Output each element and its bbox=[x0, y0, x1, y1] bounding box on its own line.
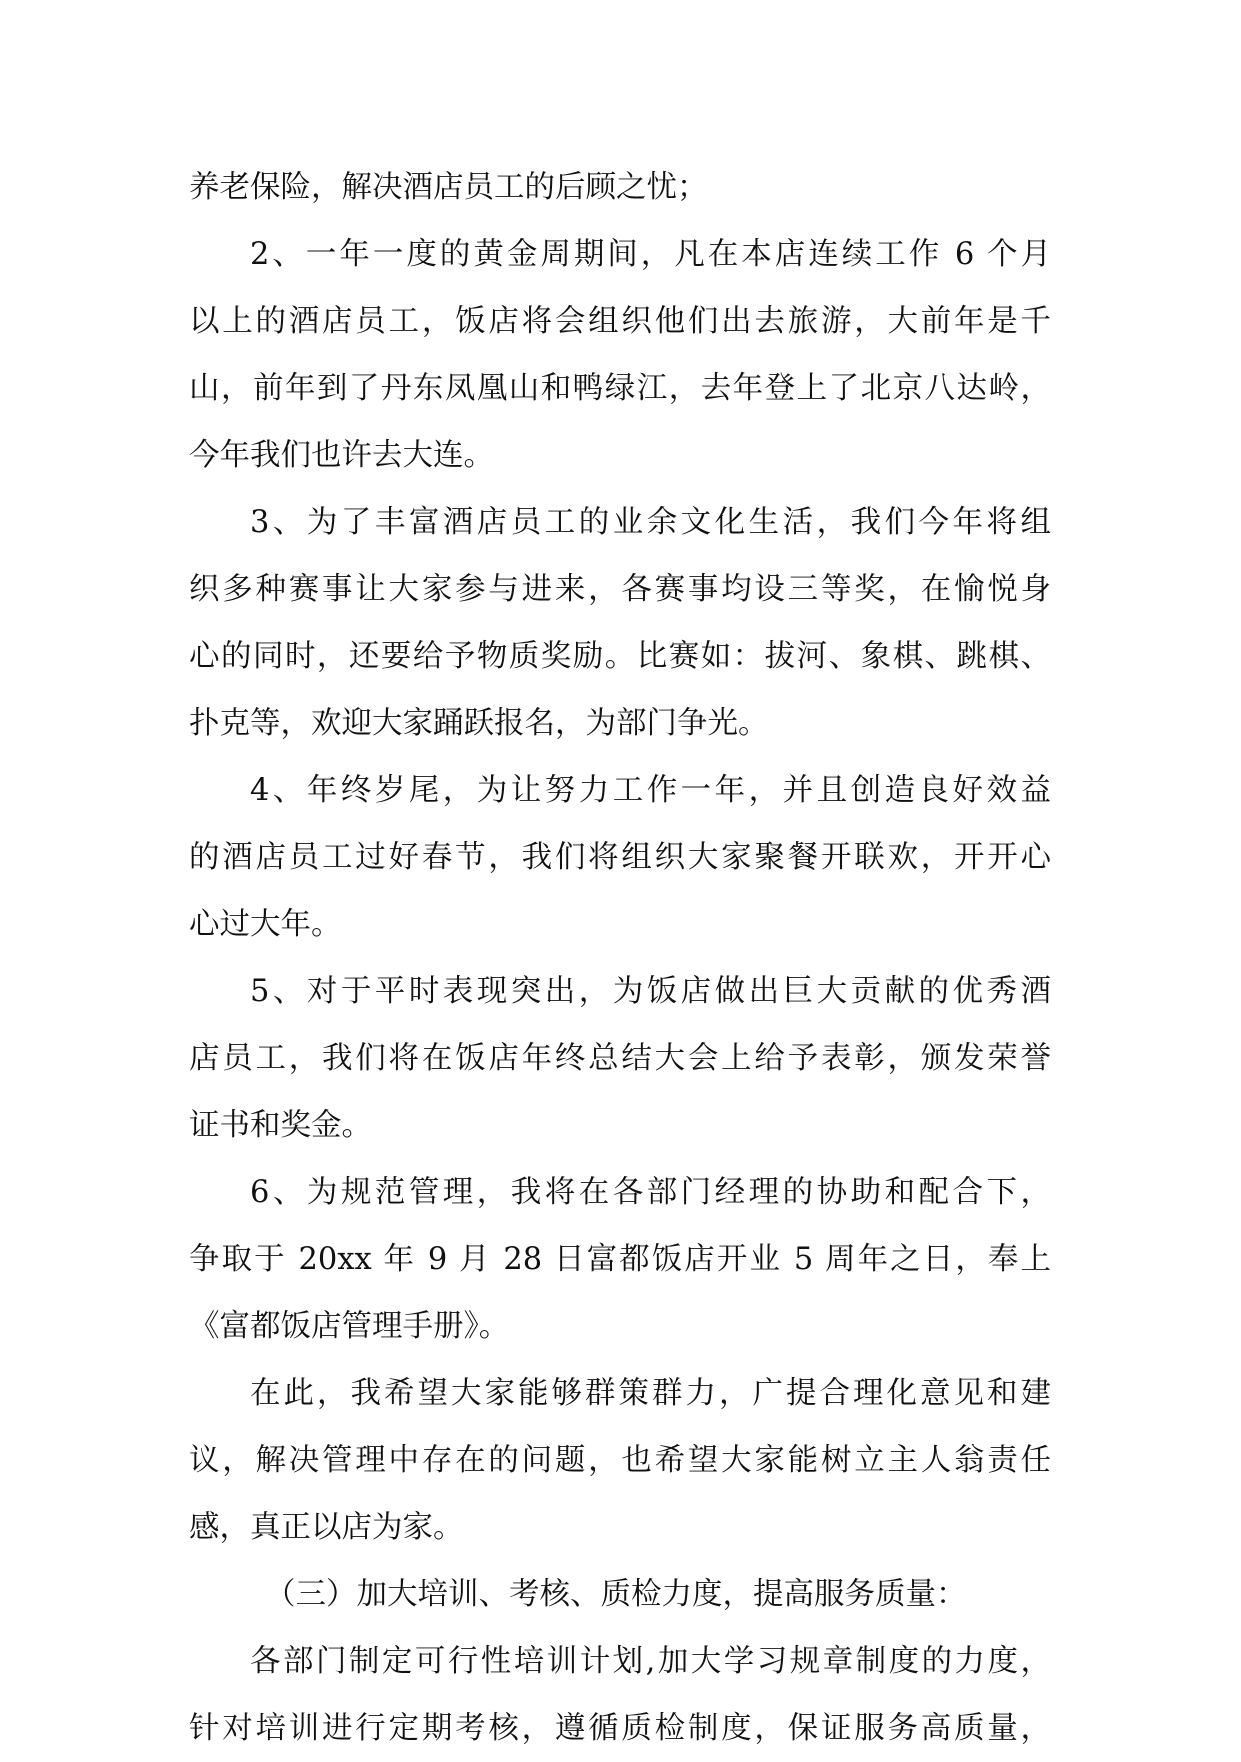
text-line: 议，解决管理中存在的问题，也希望大家能树立主人翁责任 bbox=[189, 1443, 1051, 1478]
text-line: 《富都饭店管理手册》。 bbox=[189, 1309, 510, 1344]
text-line: 心的同时，还要给予物质奖励。比赛如：拔河、象棋、跳棋、 bbox=[189, 639, 1051, 674]
text-line: 争取于 20xx 年 9 月 28 日富都饭店开业 5 周年之日，奉上 bbox=[189, 1242, 1051, 1277]
text-line: 证书和奖金。 bbox=[189, 1108, 372, 1143]
text-line: 感，真正以店为家。 bbox=[189, 1510, 464, 1545]
text-line: 5、对于平时表现突出，为饭店做出巨大贡献的优秀酒 bbox=[250, 974, 1051, 1009]
text-line: 2、一年一度的黄金周期间，凡在本店连续工作 6 个月 bbox=[250, 237, 1051, 272]
text-line: 养老保险，解决酒店员工的后顾之忧； bbox=[189, 170, 708, 205]
text-line: 针对培训进行定期考核，遵循质检制度，保证服务高质量， bbox=[189, 1711, 1051, 1746]
text-line: 今年我们也许去大连。 bbox=[189, 438, 494, 473]
text-line: 各部门制定可行性培训计划,加大学习规章制度的力度， bbox=[250, 1644, 1051, 1679]
text-line: 店员工，我们将在饭店年终总结大会上给予表彰，颁发荣誉 bbox=[189, 1041, 1051, 1076]
document-body bbox=[189, 154, 1051, 1762]
text-line: 4、年终岁尾，为让努力工作一年，并且创造良好效益 bbox=[250, 773, 1051, 808]
section-heading: （三）加大培训、考核、质检力度，提高服务质量： bbox=[265, 1577, 967, 1612]
text-line: 以上的酒店员工，饭店将会组织他们出去旅游，大前年是千 bbox=[189, 304, 1051, 339]
text-line: 3、为了丰富酒店员工的业余文化生活，我们今年将组 bbox=[250, 505, 1051, 540]
text-line: 6、为规范管理，我将在各部门经理的协助和配合下， bbox=[250, 1175, 1051, 1210]
text-line: 织多种赛事让大家参与进来，各赛事均设三等奖，在愉悦身 bbox=[189, 572, 1051, 607]
text-line: 的酒店员工过好春节，我们将组织大家聚餐开联欢，开开心 bbox=[189, 840, 1051, 875]
text-line: 扑克等，欢迎大家踊跃报名，为部门争光。 bbox=[189, 706, 769, 741]
text-line: 在此，我希望大家能够群策群力，广提合理化意见和建 bbox=[250, 1376, 1051, 1411]
text-line: 山，前年到了丹东凤凰山和鸭绿江，去年登上了北京八达岭， bbox=[189, 371, 1051, 406]
text-line: 心过大年。 bbox=[189, 907, 342, 942]
